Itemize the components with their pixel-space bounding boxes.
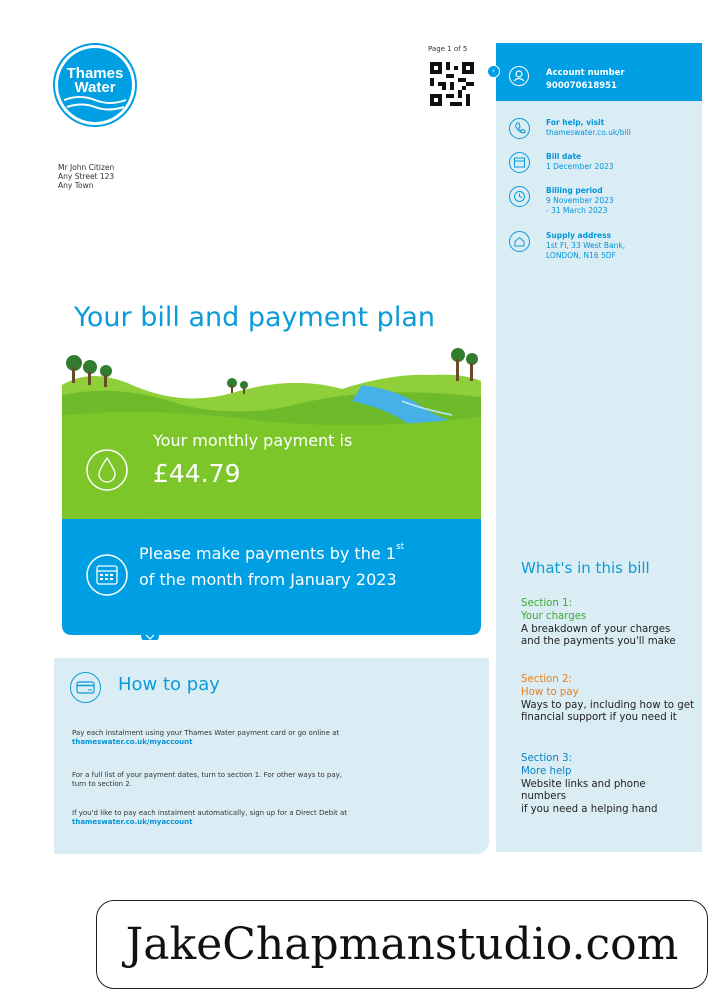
account-number-label: Account number	[546, 68, 625, 78]
monthly-payment-amount: £44.79	[153, 459, 241, 488]
pay-instructions-direct-debit	[72, 809, 392, 827]
payment-summary-illustration	[62, 345, 481, 640]
bill-date-info	[509, 152, 699, 176]
billing-period-value	[546, 196, 614, 215]
help-link[interactable]: thameswater.co.uk/bill	[546, 128, 631, 137]
direct-debit-link[interactable]: thameswater.co.uk/myaccount	[72, 818, 193, 826]
recipient-street: Any Street 123	[58, 172, 115, 181]
recipient-town: Any Town	[58, 181, 94, 190]
myaccount-link[interactable]: thameswater.co.uk/myaccount	[72, 738, 193, 746]
logo-line2: Water	[74, 79, 116, 96]
pay-card-text: Pay each instalment using your Thames Water payment card or go online at	[72, 729, 340, 737]
pay-dates-line1: For a full list of your payment dates, turn to section 1. For other ways to pay,	[72, 771, 343, 779]
page-indicator: Page 1 of 5	[428, 45, 468, 53]
section-1	[521, 598, 699, 649]
section-3-desc-3: if you need a helping hand	[521, 804, 658, 816]
monthly-payment-label: Your monthly payment is	[153, 431, 353, 450]
pay-instructions-card	[72, 729, 392, 747]
section-2	[521, 674, 699, 725]
calendar-icon	[509, 152, 530, 173]
billing-period-label: Billing period	[546, 186, 603, 195]
pay-instructions-dates	[72, 771, 392, 789]
supply-address-line2: LONDON, N16 5DF	[546, 250, 616, 260]
pay-dates-line2: turn to section 2.	[72, 780, 132, 788]
section-3-desc-1: Website links and phone	[521, 778, 646, 790]
supply-address-info	[509, 231, 699, 265]
supply-address-label: Supply address	[546, 231, 612, 240]
logo-line1: Thames	[66, 65, 124, 82]
direct-debit-text: If you'd like to pay each instalment automatically, sign up for a Direct Debit at	[72, 809, 348, 817]
schedule-line2: of the month from January 2023	[139, 570, 397, 589]
help-info	[509, 118, 699, 142]
billing-period-info	[509, 186, 699, 220]
section-3	[521, 753, 699, 817]
section-2-label: Section 2:	[521, 674, 573, 685]
supply-address-value	[546, 241, 625, 260]
section-1-desc-1: A breakdown of your charges	[521, 623, 671, 635]
schedule-line1: Please make payments by the 1	[139, 544, 396, 563]
schedule-ordinal: st	[395, 542, 405, 552]
page-title: Your bill and payment plan	[74, 302, 435, 333]
billing-period-start: 9 November 2023	[546, 196, 614, 205]
section-1-name: Your charges	[521, 610, 587, 622]
billing-period-end: - 31 March 2023	[546, 205, 608, 215]
recipient-address	[58, 163, 114, 190]
thames-water-logo	[52, 42, 138, 128]
section-2-desc-1: Ways to pay, including how to get	[521, 699, 695, 711]
supply-address-line1: 1st Fl, 33 West Bank,	[546, 241, 626, 250]
phone-icon	[509, 118, 530, 139]
bill-date-value: 1 December 2023	[546, 162, 614, 171]
account-number-value: 900070618951	[546, 81, 617, 91]
section-3-label: Section 3:	[521, 753, 573, 764]
section-1-desc-2: and the payments you'll make	[521, 636, 676, 648]
section-2-desc-2: financial support if you need it	[521, 712, 677, 724]
payment-schedule	[139, 541, 469, 593]
bill-date-label: Bill date	[546, 152, 582, 161]
account-icon	[509, 66, 529, 86]
help-label: For help, visit	[546, 118, 605, 127]
section-3-name: More help	[521, 765, 572, 777]
clock-icon	[509, 186, 530, 207]
payment-card-icon	[70, 672, 101, 703]
house-icon	[509, 231, 530, 252]
recipient-name: Mr John Citizen	[58, 163, 115, 172]
watermark-text: JakeChapmanstudio.com	[125, 919, 679, 970]
qr-code	[430, 62, 474, 106]
section-2-name: How to pay	[521, 686, 579, 698]
how-to-pay-title: How to pay	[118, 674, 220, 695]
section-1-label: Section 1:	[521, 598, 573, 609]
section-3-desc-2: numbers	[521, 791, 567, 803]
chevron-right-icon: ›	[487, 65, 500, 78]
whats-in-bill-title: What's in this bill	[521, 559, 650, 577]
